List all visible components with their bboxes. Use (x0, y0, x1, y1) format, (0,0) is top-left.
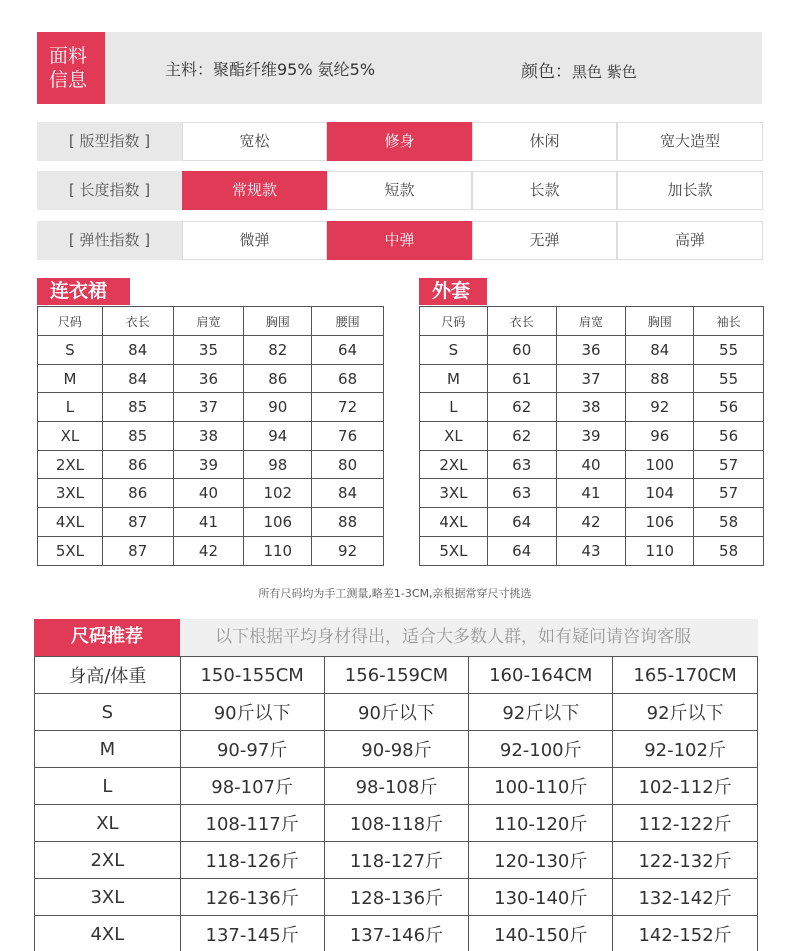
size-cell: L (35, 768, 181, 805)
value-cell: 85 (102, 393, 173, 422)
recommend-header-row (35, 657, 758, 694)
size-cell: 4XL (35, 916, 181, 951)
value-cell: 56 (694, 422, 764, 451)
value-cell: 41 (556, 479, 626, 508)
value-cell: 42 (173, 536, 244, 565)
dress-header-cell: 腰围 (312, 307, 384, 336)
weight-cell: 92-100斤 (469, 731, 613, 768)
value-cell: 42 (556, 508, 626, 537)
value-cell: 62 (487, 393, 556, 422)
color-value: 黑色 紫色 (572, 63, 637, 81)
fabric-tag-line-1: 面料 (49, 45, 88, 67)
weight-cell: 130-140斤 (469, 879, 613, 916)
fabric-tag-line-2: 信息 (49, 69, 88, 91)
table-row (420, 479, 764, 508)
dress-header-cell: 尺码 (38, 307, 103, 336)
length-option-short: 短款 (327, 171, 472, 210)
dress-header-row (38, 307, 384, 336)
fit-option-loose: 宽松 (182, 122, 327, 161)
weight-cell: 98-107斤 (180, 768, 324, 805)
value-cell: 57 (694, 479, 764, 508)
size-cell: S (35, 694, 181, 731)
coat-header-cell: 袖长 (694, 307, 764, 336)
table-row (35, 694, 758, 731)
value-cell: 84 (312, 479, 384, 508)
weight-cell: 142-152斤 (613, 916, 758, 951)
table-row (35, 731, 758, 768)
value-cell: 88 (312, 508, 384, 537)
table-row (38, 508, 384, 537)
value-cell: 40 (556, 450, 626, 479)
fit-index-row (37, 122, 763, 161)
fabric-info-tag (37, 32, 105, 104)
value-cell: 84 (626, 336, 694, 365)
size-cell: S (420, 336, 488, 365)
weight-cell: 92-102斤 (613, 731, 758, 768)
value-cell: 39 (556, 422, 626, 451)
value-cell: 43 (556, 536, 626, 565)
fabric-color (521, 57, 637, 82)
weight-cell: 137-145斤 (180, 916, 324, 951)
stretch-option-medium: 中弹 (327, 221, 472, 260)
size-cell: L (420, 393, 488, 422)
weight-cell: 108-118斤 (324, 805, 469, 842)
value-cell: 86 (102, 450, 173, 479)
value-cell: 76 (312, 422, 384, 451)
size-cell: 2XL (38, 450, 103, 479)
table-row (420, 364, 764, 393)
table-row (38, 422, 384, 451)
value-cell: 35 (173, 336, 244, 365)
table-row (35, 768, 758, 805)
weight-cell: 98-108斤 (324, 768, 469, 805)
stretch-option-high: 高弹 (617, 221, 763, 260)
value-cell: 102 (244, 479, 312, 508)
weight-cell: 112-122斤 (613, 805, 758, 842)
table-row (35, 879, 758, 916)
weight-cell: 126-136斤 (180, 879, 324, 916)
coat-header-cell: 衣长 (487, 307, 556, 336)
weight-cell: 122-132斤 (613, 842, 758, 879)
value-cell: 56 (694, 393, 764, 422)
stretch-index-label: [ 弹性指数 ] (37, 221, 182, 260)
value-cell: 55 (694, 364, 764, 393)
value-cell: 64 (487, 508, 556, 537)
weight-cell: 92斤以下 (469, 694, 613, 731)
table-row (420, 422, 764, 451)
weight-cell: 128-136斤 (324, 879, 469, 916)
value-cell: 64 (312, 336, 384, 365)
weight-cell: 90斤以下 (324, 694, 469, 731)
size-cell: 4XL (38, 508, 103, 537)
size-cell: 3XL (420, 479, 488, 508)
weight-cell: 102-112斤 (613, 768, 758, 805)
fit-option-oversized: 宽大造型 (617, 122, 763, 161)
size-recommend-title: 尺码推荐 (34, 619, 180, 656)
value-cell: 37 (556, 364, 626, 393)
value-cell: 84 (102, 364, 173, 393)
table-row (35, 842, 758, 879)
value-cell: 106 (626, 508, 694, 537)
coat-header-cell: 肩宽 (556, 307, 626, 336)
table-row (420, 508, 764, 537)
size-cell: M (35, 731, 181, 768)
dress-header-cell: 胸围 (244, 307, 312, 336)
size-cell: 3XL (35, 879, 181, 916)
dress-header-cell: 衣长 (102, 307, 173, 336)
size-cell: 3XL (38, 479, 103, 508)
value-cell: 87 (102, 536, 173, 565)
value-cell: 40 (173, 479, 244, 508)
value-cell: 62 (487, 422, 556, 451)
length-option-long: 长款 (472, 171, 617, 210)
weight-cell: 120-130斤 (469, 842, 613, 879)
value-cell: 58 (694, 508, 764, 537)
table-row (35, 916, 758, 951)
value-cell: 100 (626, 450, 694, 479)
size-cell: 5XL (420, 536, 488, 565)
weight-cell: 137-146斤 (324, 916, 469, 951)
value-cell: 37 (173, 393, 244, 422)
recommend-header-cell: 165-170CM (613, 657, 758, 694)
value-cell: 39 (173, 450, 244, 479)
fit-option-slim: 修身 (327, 122, 472, 161)
coat-section-title: 外套 (419, 278, 487, 305)
size-cell: XL (38, 422, 103, 451)
fabric-info-bar (37, 32, 762, 104)
value-cell: 96 (626, 422, 694, 451)
weight-cell: 132-142斤 (613, 879, 758, 916)
table-row (38, 393, 384, 422)
weight-cell: 118-127斤 (324, 842, 469, 879)
value-cell: 90 (244, 393, 312, 422)
value-cell: 86 (244, 364, 312, 393)
value-cell: 84 (102, 336, 173, 365)
weight-cell: 92斤以下 (613, 694, 758, 731)
size-cell: L (38, 393, 103, 422)
value-cell: 38 (173, 422, 244, 451)
size-cell: XL (420, 422, 488, 451)
fit-option-casual: 休闲 (472, 122, 617, 161)
value-cell: 88 (626, 364, 694, 393)
recommend-header-cell: 150-155CM (180, 657, 324, 694)
value-cell: 41 (173, 508, 244, 537)
size-recommend-subtitle: 以下根据平均身材得出，适合大多数人群，如有疑问请咨询客服 (215, 627, 691, 647)
value-cell: 87 (102, 508, 173, 537)
weight-cell: 108-117斤 (180, 805, 324, 842)
value-cell: 110 (626, 536, 694, 565)
value-cell: 85 (102, 422, 173, 451)
value-cell: 94 (244, 422, 312, 451)
stretch-index-row (37, 221, 763, 260)
table-row (38, 450, 384, 479)
size-cell: M (420, 364, 488, 393)
dress-size-table (37, 306, 384, 566)
weight-cell: 90-98斤 (324, 731, 469, 768)
table-row (38, 479, 384, 508)
coat-size-table (419, 306, 764, 566)
weight-cell: 100-110斤 (469, 768, 613, 805)
measurement-note: 所有尺码均为手工测量,略差1-3CM,亲根据常穿尺寸挑选 (258, 587, 532, 600)
value-cell: 98 (244, 450, 312, 479)
value-cell: 92 (626, 393, 694, 422)
value-cell: 106 (244, 508, 312, 537)
table-row (35, 805, 758, 842)
value-cell: 58 (694, 536, 764, 565)
table-row (420, 336, 764, 365)
dress-section-title: 连衣裙 (37, 278, 130, 305)
table-row (38, 336, 384, 365)
value-cell: 36 (556, 336, 626, 365)
length-option-regular: 常规款 (182, 171, 327, 210)
size-cell: M (38, 364, 103, 393)
size-cell: 4XL (420, 508, 488, 537)
value-cell: 64 (487, 536, 556, 565)
size-recommend-table (34, 656, 758, 951)
size-cell: 5XL (38, 536, 103, 565)
value-cell: 68 (312, 364, 384, 393)
value-cell: 63 (487, 479, 556, 508)
value-cell: 60 (487, 336, 556, 365)
value-cell: 86 (102, 479, 173, 508)
coat-header-cell: 胸围 (626, 307, 694, 336)
recommend-header-cell: 身高/体重 (35, 657, 181, 694)
color-label: 颜色： (521, 62, 572, 82)
fabric-material: 主料：聚酯纤维95% 氨纶5% (165, 60, 376, 79)
value-cell: 36 (173, 364, 244, 393)
size-cell: XL (35, 805, 181, 842)
value-cell: 55 (694, 336, 764, 365)
length-option-extra-long: 加长款 (617, 171, 763, 210)
size-cell: 2XL (35, 842, 181, 879)
value-cell: 57 (694, 450, 764, 479)
size-recommend-bar (34, 619, 758, 656)
value-cell: 104 (626, 479, 694, 508)
length-index-row (37, 171, 763, 210)
weight-cell: 140-150斤 (469, 916, 613, 951)
value-cell: 92 (312, 536, 384, 565)
recommend-header-cell: 160-164CM (469, 657, 613, 694)
table-row (38, 364, 384, 393)
value-cell: 110 (244, 536, 312, 565)
table-row (420, 393, 764, 422)
weight-cell: 110-120斤 (469, 805, 613, 842)
stretch-option-none: 无弹 (472, 221, 617, 260)
value-cell: 80 (312, 450, 384, 479)
value-cell: 63 (487, 450, 556, 479)
length-index-label: [ 长度指数 ] (37, 171, 182, 210)
table-row (420, 536, 764, 565)
coat-header-row (420, 307, 764, 336)
weight-cell: 90斤以下 (180, 694, 324, 731)
fit-index-label: [ 版型指数 ] (37, 122, 182, 161)
stretch-option-slight: 微弹 (182, 221, 327, 260)
size-cell: S (38, 336, 103, 365)
size-cell: 2XL (420, 450, 488, 479)
table-row (420, 450, 764, 479)
dress-header-cell: 肩宽 (173, 307, 244, 336)
value-cell: 82 (244, 336, 312, 365)
value-cell: 72 (312, 393, 384, 422)
table-row (38, 536, 384, 565)
weight-cell: 90-97斤 (180, 731, 324, 768)
coat-header-cell: 尺码 (420, 307, 488, 336)
value-cell: 38 (556, 393, 626, 422)
recommend-header-cell: 156-159CM (324, 657, 469, 694)
value-cell: 61 (487, 364, 556, 393)
weight-cell: 118-126斤 (180, 842, 324, 879)
